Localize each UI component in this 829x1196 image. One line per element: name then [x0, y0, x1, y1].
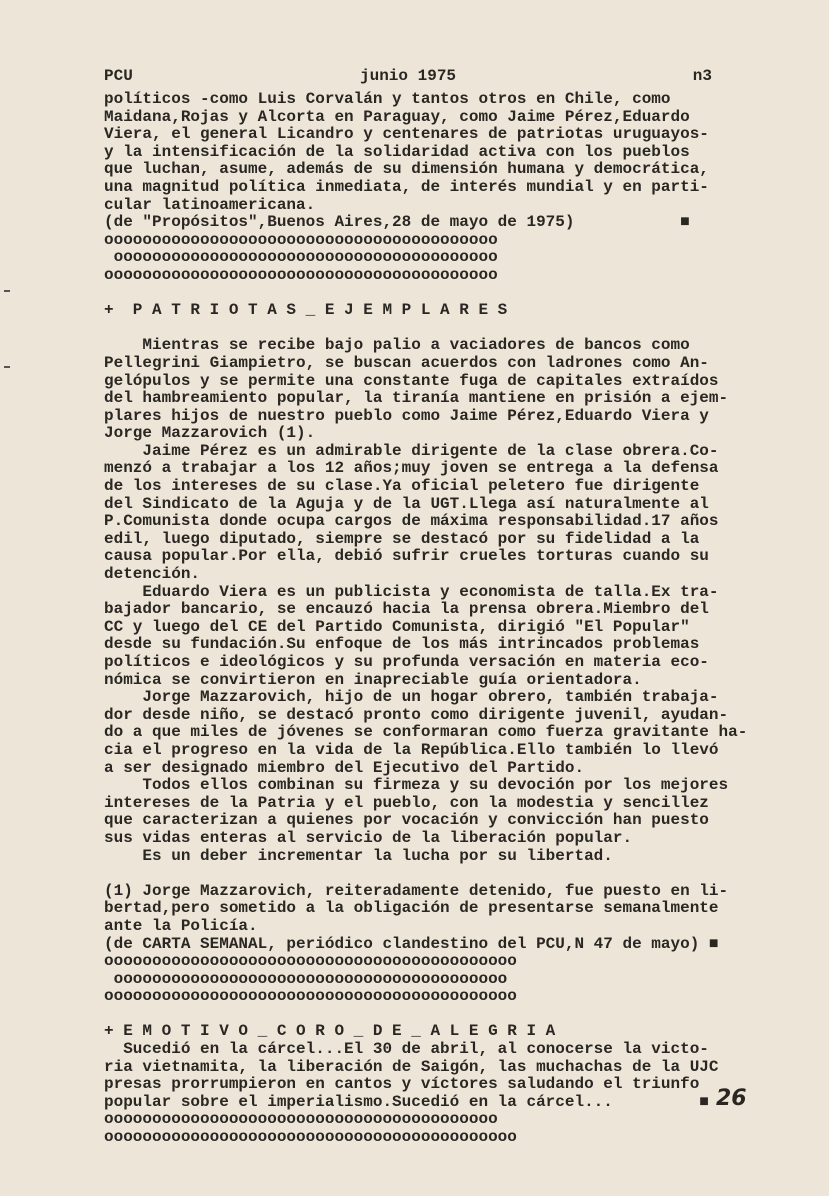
text-line: + E M O T I V O _ C O R O _ D E _ A L E G R I A	[104, 1022, 556, 1041]
text-line: del Sindicato de la Aguja y de la UGT.Llega así naturalmente al	[104, 494, 709, 513]
text-line: ooooooooooooooooooooooooooooooooooooooooo	[104, 230, 498, 249]
text-line: (1) Jorge Mazzarovich, reiteradamente detenido, fue puesto en li-	[104, 881, 729, 900]
page-header	[104, 67, 712, 87]
document-body	[104, 91, 776, 1147]
text-line: menzó a trabajar a los 12 años;muy joven se entrega a la defensa	[104, 459, 719, 478]
text-line: CC y luego del CE del Partido Comunista, dirigió "El Popular"	[104, 617, 690, 636]
text-line: + P A T R I O T A S _ E J E M P L A R E S	[104, 301, 508, 320]
text-line: ooooooooooooooooooooooooooooooooooooooooooo	[104, 1128, 517, 1147]
text-line: (de CARTA SEMANAL, periódico clandestino del PCU,N 47 de mayo) ■	[104, 934, 719, 953]
text-line	[104, 865, 776, 883]
text-line	[104, 1006, 776, 1024]
text-line: Todos ellos combinan su firmeza y su devoción por los mejores	[104, 776, 729, 795]
text-line: edil, luego diputado, siempre se destacó por su fidelidad a la	[104, 529, 700, 548]
text-line: ante la Policía.	[104, 916, 258, 935]
text-line: desde su fundación.Su enfoque de los más intrincados problemas	[104, 635, 700, 654]
text-line: Maidana,Rojas y Alcorta en Paraguay, como Jaime Pérez,Eduardo	[104, 107, 690, 126]
text-line: cia el progreso en la vida de la República.Ello también lo llevó	[104, 740, 719, 759]
text-line: y la intensificación de la solidaridad activa con los pueblos	[104, 142, 690, 161]
text-line: ooooooooooooooooooooooooooooooooooooooooo	[104, 1110, 498, 1129]
header-org: PCU	[104, 67, 133, 85]
text-line: oooooooooooooooooooooooooooooooooooooooo	[104, 248, 498, 267]
text-line: popular sobre el imperialismo.Sucedió en la cárcel... ■	[104, 1092, 709, 1111]
header-date: junio 1975	[360, 67, 457, 85]
text-line: Eduardo Viera es un publicista y economista de talla.Ex tra-	[104, 582, 719, 601]
text-line: Pellegrini Giampietro, se buscan acuerdos con ladrones como An-	[104, 353, 709, 372]
text-line	[104, 285, 776, 303]
text-line: de los intereses de su clase.Ya oficial peletero fue dirigente	[104, 477, 700, 496]
text-line: Sucedió en la cárcel...El 30 de abril, al conocerse la victo-	[104, 1040, 709, 1059]
text-line: una magnitud política inmediata, de interés mundial y en parti-	[104, 177, 709, 196]
text-line: Jaime Pérez es un admirable dirigente de la clase obrera.Co-	[104, 441, 719, 460]
text-line: sus vidas enteras al servicio de la liberación popular.	[104, 828, 633, 847]
text-line: Es un deber incrementar la lucha por su libertad.	[104, 846, 613, 865]
text-line: ooooooooooooooooooooooooooooooooooooooooooo	[104, 987, 517, 1006]
text-line: nómica se convirtieron en inapreciable guía orientadora.	[104, 670, 642, 689]
text-line: ooooooooooooooooooooooooooooooooooooooooo	[104, 969, 508, 988]
text-line: Mientras se recibe bajo palio a vaciadores de bancos como	[104, 336, 690, 355]
text-line: cular latinoamericana.	[104, 195, 316, 214]
text-line	[104, 320, 776, 338]
text-line: intereses de la Patria y el pueblo, con la modestia y sencillez	[104, 793, 709, 812]
margin-mark	[4, 290, 10, 292]
text-line: ria vietnamita, la liberación de Saigón, las muchachas de la UJC	[104, 1057, 719, 1076]
text-line: Jorge Mazzarovich (1).	[104, 424, 316, 443]
text-line: Jorge Mazzarovich, hijo de un hogar obrero, también trabaja-	[104, 688, 719, 707]
text-line: causa popular.Por ella, debió sufrir crueles torturas cuando su	[104, 547, 709, 566]
text-line: do a que miles de jóvenes se conformaran como fuerza gravitante ha-	[104, 723, 748, 742]
text-line: presas prorrumpieron en cantos y víctores saludando el triunfo	[104, 1075, 700, 1094]
page-number: 26	[716, 1086, 747, 1111]
text-line: detención.	[104, 565, 201, 584]
text-line: P.Comunista donde ocupa cargos de máxima responsabilidad.17 años	[104, 512, 719, 531]
text-line: bertad,pero sometido a la obligación de presentarse semanalmente	[104, 899, 719, 918]
text-line: Viera, el general Licandro y centenares de patriotas uruguayos-	[104, 125, 709, 144]
text-line: (de "Propósitos",Buenos Aires,28 de mayo de 1975) ■	[104, 213, 690, 232]
text-line: ooooooooooooooooooooooooooooooooooooooooooo	[104, 952, 517, 971]
text-line: que caracterizan a quienes por vocación y convicción han puesto	[104, 811, 709, 830]
text-line: ooooooooooooooooooooooooooooooooooooooooo	[104, 265, 498, 284]
text-line: plares hijos de nuestro pueblo como Jaime Pérez,Eduardo Viera y	[104, 406, 709, 425]
header-issue: n3	[692, 67, 712, 85]
text-line: bajador bancario, se encauzó hacia la prensa obrera.Miembro del	[104, 600, 709, 619]
text-line: políticos e ideológicos y su profunda versación en materia eco-	[104, 653, 709, 671]
text-line: dor desde niño, se destacó pronto como dirigente juvenil, ayudan-	[104, 705, 729, 724]
text-line: políticos -como Luis Corvalán y tantos otros en Chile, como	[104, 90, 671, 108]
text-line: del hambreamiento popular, la tiranía mantiene en prisión a ejem-	[104, 389, 729, 408]
text-line: que luchan, asume, además de su dimensión humana y democrática,	[104, 160, 709, 179]
text-line: a ser designado miembro del Ejecutivo del Partido.	[104, 758, 585, 777]
text-line: gelópulos y se permite una constante fuga de capitales extraídos	[104, 371, 719, 390]
margin-mark	[4, 366, 10, 368]
